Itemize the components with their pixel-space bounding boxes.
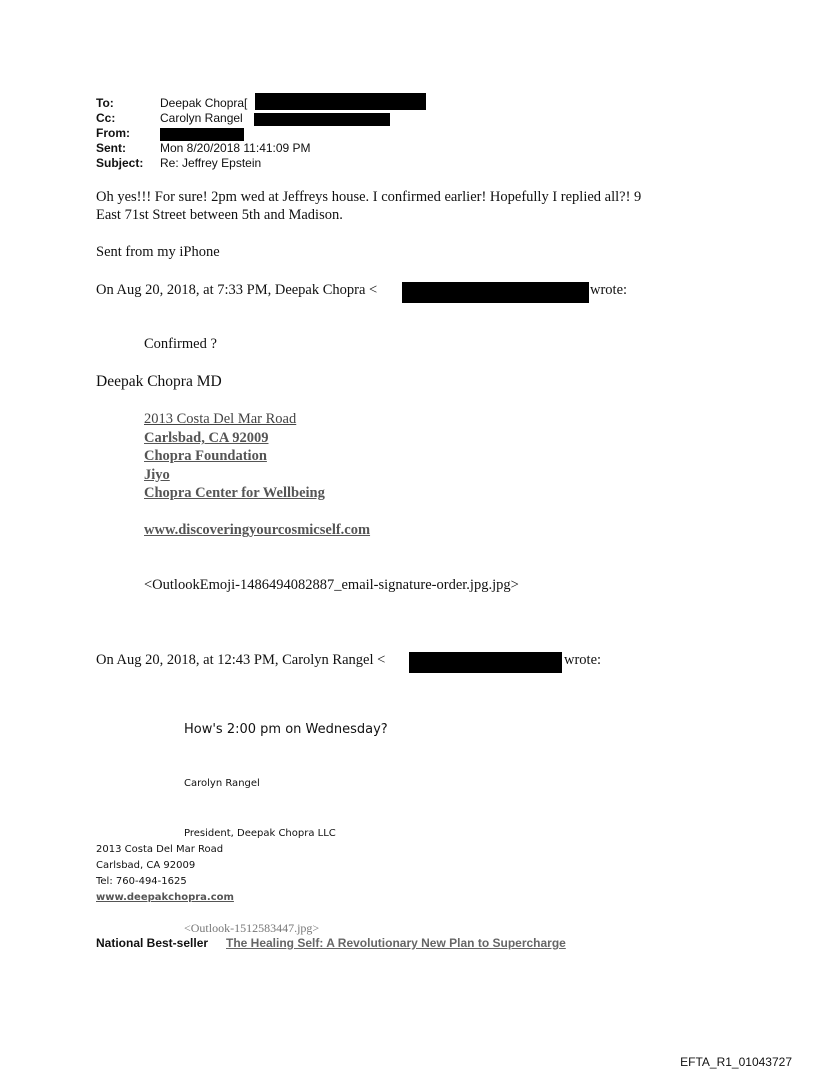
quote-header-carolyn-wrote: wrote: [564, 652, 602, 668]
cosmic-self-link[interactable]: www.discoveringyourcosmicself.com [144, 522, 371, 538]
address-street-link[interactable]: 2013 Costa Del Mar Road [144, 411, 297, 427]
cc-value: Carolyn Rangel [160, 111, 243, 125]
carolyn-street: 2013 Costa Del Mar Road [96, 844, 224, 855]
redaction-box [409, 652, 562, 673]
bestseller-label: National Best-seller [96, 936, 209, 950]
jiyo-link[interactable]: Jiyo [144, 467, 170, 483]
body-line-2: East 71st Street between 5th and Madison. [96, 207, 343, 223]
carolyn-city: Carlsbad, CA 92009 [96, 860, 196, 871]
healing-self-link[interactable]: The Healing Self: A Revolutionary New Plan to Supercharge [226, 936, 566, 950]
cc-label: Cc: [96, 111, 116, 125]
signature-name: Deepak Chopra MD [96, 373, 222, 390]
chopra-center-link[interactable]: Chopra Center for Wellbeing [144, 485, 325, 501]
outlook-attachment[interactable]: <Outlook-1512583447.jpg> [184, 921, 320, 935]
redaction-box [255, 93, 426, 110]
chopra-foundation-link[interactable]: Chopra Foundation [144, 448, 267, 464]
sent-label: Sent: [96, 141, 126, 155]
sent-value: Mon 8/20/2018 11:41:09 PM [160, 141, 311, 155]
quote-header-deepak-wrote: wrote: [590, 282, 628, 298]
subject-label: Subject: [96, 156, 144, 170]
question-text: How's 2:00 pm on Wednesday? [184, 722, 388, 737]
from-label: From: [96, 126, 130, 140]
deepakchopra-link[interactable]: www.deepakchopra.com [96, 892, 234, 903]
subject-value: Re: Jeffrey Epstein [160, 156, 262, 170]
confirmed-text: Confirmed ? [144, 336, 217, 352]
redaction-box [402, 282, 589, 303]
to-label: To: [96, 96, 114, 110]
redaction-box [160, 128, 244, 141]
address-city-link[interactable]: Carlsbad, CA 92009 [144, 430, 269, 446]
sent-from-iphone: Sent from my iPhone [96, 244, 220, 260]
carolyn-name: Carolyn Rangel [184, 778, 260, 789]
document-id: EFTA_R1_01043727 [680, 1055, 792, 1069]
body-line-1: Oh yes!!! For sure! 2pm wed at Jeffreys house. I confirmed earlier! Hopefully I replied all?! 9 [96, 189, 642, 205]
redaction-box [254, 113, 390, 126]
quote-header-carolyn: On Aug 20, 2018, at 12:43 PM, Carolyn Rangel < [96, 652, 386, 668]
carolyn-title: President, Deepak Chopra LLC [184, 828, 336, 839]
emoji-attachment[interactable]: <OutlookEmoji-1486494082887_email-signature-order.jpg.jpg> [144, 577, 519, 593]
quote-header-deepak: On Aug 20, 2018, at 7:33 PM, Deepak Chopra < [96, 282, 378, 298]
to-value: Deepak Chopra[ [160, 96, 248, 110]
carolyn-tel: Tel: 760-494-1625 [96, 876, 187, 887]
